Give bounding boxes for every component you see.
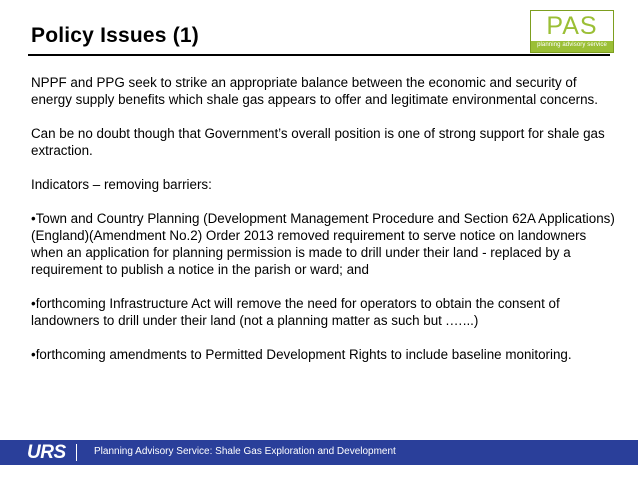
- paragraph-government: Can be no doubt though that Government’s overall position is one of strong support for shale gas extraction.: [31, 126, 605, 158]
- bullet-order-2013: •Town and Country Planning (Development Management Procedure and Section 62A Applications)(England)(Amendment No.2) Order 2013 removed requirement to serve notice on landowners when an application for planning permission is made to drill under their land - replaced by a requirement to publish a notice in the parish or ward; and: [31, 211, 615, 277]
- paragraph-nppf: NPPF and PPG seek to strike an appropriate balance between the economic and security of energy supply benefits which shale gas appears to offer and legitimate environmental concerns.: [31, 75, 598, 107]
- paragraph-indicators: Indicators – removing barriers:: [31, 177, 212, 192]
- bullet-infrastructure-act: •forthcoming Infrastructure Act will remove the need for operators to obtain the consent of landowners to drill under their land (not a planning matter as such but .…...): [31, 296, 560, 328]
- title-divider: [28, 54, 610, 56]
- slide-body: [31, 74, 616, 380]
- logo-text: PAS: [546, 12, 598, 40]
- slide-title: Policy Issues (1): [31, 24, 199, 47]
- logo-subtitle: planning advisory service: [537, 42, 607, 48]
- footer-bar: [0, 440, 638, 465]
- footer-divider: [76, 444, 77, 461]
- urs-logo: URS: [27, 442, 66, 463]
- pas-logo: [530, 10, 614, 53]
- bullet-permitted-development: •forthcoming amendments to Permitted Development Rights to include baseline monitoring.: [31, 347, 572, 362]
- footer-text: Planning Advisory Service: Shale Gas Exploration and Development: [94, 446, 396, 457]
